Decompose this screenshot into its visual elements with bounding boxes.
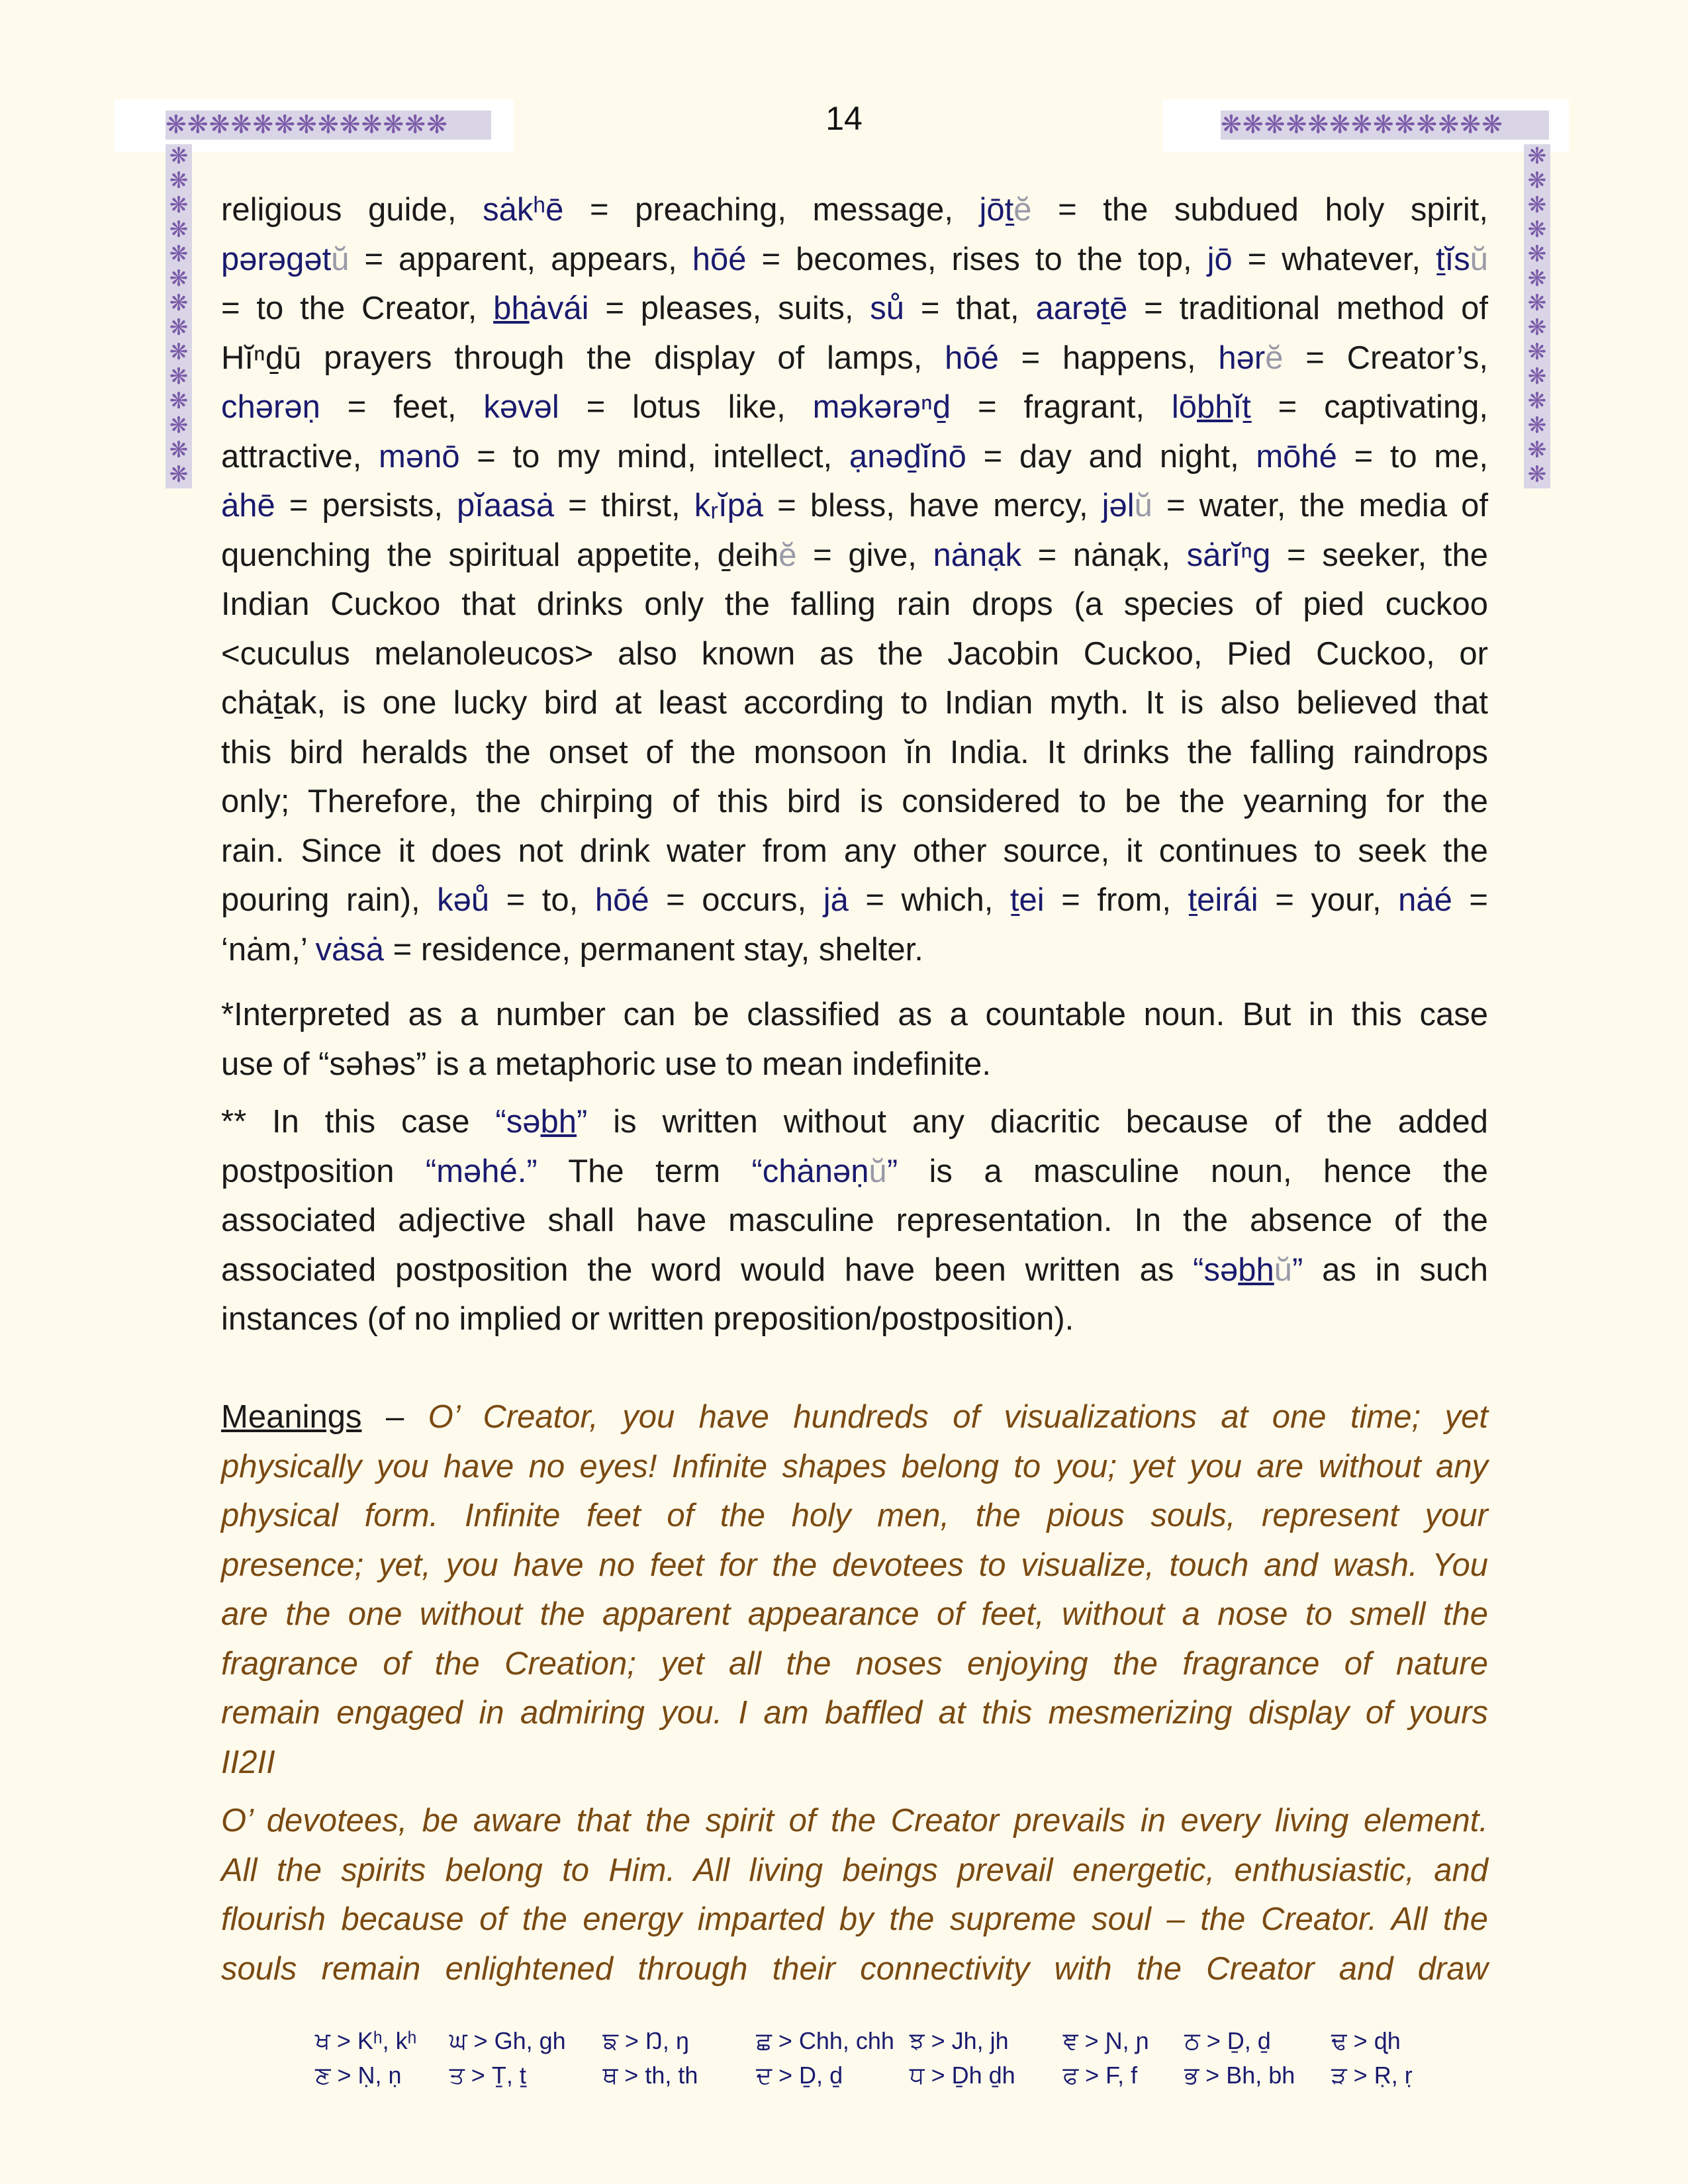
key-entry: ਛ > Chh, chh: [756, 2027, 894, 2054]
text-segment: postposition: [221, 1153, 426, 1189]
gurbani-term: kəů: [437, 882, 490, 918]
text-segment: The term: [537, 1153, 752, 1189]
text-line: [221, 728, 1488, 778]
text-segment: chȧṯak, is one lucky bird at least according to Indian myth. It is also believed that: [221, 685, 1488, 721]
meanings-line: remain engaged in admiring you. I am baffled at this mesmerizing display of yours: [221, 1695, 1488, 1731]
gurbani-term: ȧvái: [529, 291, 589, 326]
gurbani-term: ”: [886, 1153, 898, 1189]
text-line: [221, 1040, 1488, 1089]
meanings-line: flourish because of the energy imparted by the supreme soul – the Creator. All the: [221, 1901, 1488, 1937]
gurbani-term: sȧrĭⁿg: [1186, 537, 1271, 573]
star-ornament: ❋: [169, 193, 189, 218]
gurbani-term: “məhé.”: [425, 1153, 538, 1189]
star-ornament: ❋: [1527, 291, 1547, 316]
text-segment: ŭ: [1274, 1251, 1293, 1288]
text-line: [221, 1147, 1488, 1197]
star-ornament: ❋: [169, 242, 189, 267]
gurbani-term: bh: [1196, 389, 1233, 425]
text-segment: = persists,: [275, 488, 457, 523]
left-star-border: [165, 144, 192, 488]
gurbani-term: hər: [1218, 340, 1266, 376]
gurbani-term: ”: [1292, 1251, 1303, 1288]
transliteration-key: [315, 2024, 1427, 2093]
star-ornament: ❋: [169, 340, 189, 365]
star-ornament: ❋: [1527, 193, 1547, 218]
text-line: [221, 629, 1488, 679]
key-row-1: [315, 2024, 1427, 2058]
text-line: [221, 827, 1488, 876]
text-segment: ĕ: [778, 537, 797, 573]
gurbani-term: mənō: [379, 438, 460, 475]
text-segment: = becomes, rises to the top,: [746, 241, 1207, 277]
star-ornament: ❋: [1527, 388, 1547, 414]
gurbani-term: nȧnạk: [933, 537, 1021, 573]
gurbani-term: “chȧnəṇ: [751, 1153, 869, 1189]
right-star-border: [1524, 144, 1550, 488]
note-diacritic: [221, 1097, 1488, 1344]
note-countable-noun: [221, 990, 1488, 1089]
text-line: [221, 678, 1488, 728]
text-line: [221, 481, 1488, 531]
text-segment: is written without any diacritic because of the added: [587, 1104, 1489, 1140]
star-ornament: ❋: [169, 144, 189, 169]
text-segment: =: [1452, 882, 1488, 918]
text-line: [221, 531, 1488, 580]
gurbani-term: hōé: [945, 340, 999, 376]
text-segment: = captivating,: [1250, 389, 1488, 425]
text-segment: = from,: [1044, 882, 1188, 918]
key-entry: ਢ > ɖh: [1331, 2027, 1401, 2054]
key-entry: ਧ > Ḏh ḏh: [909, 2062, 1015, 2089]
gurbani-term: sů: [870, 291, 905, 326]
star-ornament: ❋: [169, 315, 189, 340]
gurbani-term: sȧkʰē: [483, 192, 564, 228]
meanings-line: presence; yet, you have no feet for the devotees to visualize, touch and wash. You: [221, 1547, 1488, 1583]
gurbani-term: jōṯ: [979, 192, 1014, 228]
text-line: [221, 876, 1488, 925]
star-ornament: ❋: [169, 388, 189, 414]
gurbani-term: hōé: [692, 241, 747, 277]
text-line: [221, 1097, 1488, 1147]
meanings-line: souls remain enlightened through their connectivity with the Creator and draw: [221, 1950, 1488, 1987]
text-segment: as in such: [1303, 1251, 1488, 1288]
meanings-line: physical form. Infinite feet of the holy men, the pious souls, represent your: [221, 1498, 1488, 1533]
glossary-block: [221, 185, 1488, 974]
text-segment: ŭ: [1470, 241, 1488, 277]
text-segment: this bird heralds the onset of the monsoon ĭn India. It drinks the falling raindrops: [221, 734, 1488, 770]
text-segment: religious guide,: [221, 192, 483, 228]
gurbani-term: chərəṇ: [221, 389, 320, 425]
gurbani-term: kᵣĭpȧ: [694, 488, 764, 523]
top-left-star-border: ❋❋❋❋❋❋❋❋❋❋❋❋❋: [165, 111, 491, 140]
star-ornament: ❋: [1527, 364, 1547, 389]
text-segment: ‘nȧm,’: [221, 931, 316, 968]
text-segment: = give,: [796, 537, 933, 573]
gurbani-term: lō: [1171, 389, 1197, 425]
star-ornament: ❋: [1527, 217, 1547, 242]
text-segment: = apparent, appears,: [349, 241, 692, 277]
meanings-line: II2II: [221, 1744, 275, 1780]
gurbani-term: pĭaasȧ: [457, 488, 555, 523]
star-ornament: ❋: [169, 462, 189, 487]
star-ornament: ❋: [1527, 340, 1547, 365]
text-segment: = that,: [904, 291, 1036, 326]
gurbani-term: ṯeirái: [1188, 882, 1258, 918]
gurbani-term: “sə: [495, 1104, 541, 1140]
text-line: [221, 185, 1488, 235]
key-entry: ਞ > Ɲ, ɲ: [1062, 2027, 1149, 2054]
key-entry: ਘ > Gh, gh: [449, 2027, 566, 2054]
text-segment: = preaching, message,: [563, 192, 980, 228]
text-segment: = happens,: [998, 340, 1219, 376]
text-segment: Indian Cuckoo that drinks only the falling rain drops (a species of pied cuckoo: [221, 586, 1488, 622]
meanings-line: are the one without the apparent appearance of feet, without a nose to smell the: [221, 1596, 1488, 1632]
text-segment: ŭ: [868, 1153, 887, 1189]
meanings-line: physically you have no eyes! Infinite shapes belong to you; yet you are without any: [221, 1448, 1488, 1484]
text-segment: = pleases, suits,: [588, 291, 870, 326]
text-segment: only; Therefore, the chirping of this bird is considered to be the yearning for the: [221, 784, 1488, 819]
key-entry: ੜ > Ṛ, ṛ: [1331, 2062, 1413, 2089]
text-line: [221, 580, 1488, 629]
gurbani-term: ”: [576, 1104, 588, 1140]
text-segment: = the subdued holy spirit,: [1031, 192, 1488, 228]
star-ornament: ❋: [1527, 144, 1547, 169]
meanings-line: O’ devotees, be aware that the spirit of the Creator prevails in every living element.: [221, 1803, 1488, 1839]
star-ornament: ❋: [169, 217, 189, 242]
text-segment: = residence, permanent stay, shelter.: [384, 931, 923, 968]
star-ornament: ❋: [169, 413, 189, 438]
star-ornament: ❋: [1527, 168, 1547, 193]
text-line: [221, 432, 1488, 482]
gurbani-term: bh: [493, 291, 530, 326]
meanings-first-line: [221, 1392, 1488, 1442]
gurbani-term: jȧ: [823, 882, 849, 918]
star-ornament: ❋: [1527, 413, 1547, 438]
gurbani-term: ṯĭs: [1435, 241, 1470, 277]
gurbani-term: ạnəḏĭnō: [849, 438, 966, 475]
star-ornament: ❋: [1527, 242, 1547, 267]
text-segment: = whatever,: [1232, 241, 1436, 277]
text-segment: instances (of no implied or written preposition/postposition).: [221, 1301, 1074, 1337]
text-segment: = bless, have mercy,: [763, 488, 1102, 523]
gurbani-term: vȧsȧ: [315, 931, 385, 968]
text-segment: <cuculus melanoleucos> also known as the Jacobin Cuckoo, Pied Cuckoo, or: [221, 635, 1488, 672]
text-line: [221, 383, 1488, 432]
star-ornament: ❋: [169, 437, 189, 463]
text-segment: = your,: [1258, 882, 1399, 918]
gurbani-term: jō: [1207, 241, 1233, 277]
text-segment: = seeker, the: [1270, 537, 1488, 573]
meanings-heading: Meanings: [221, 1399, 362, 1435]
text-segment: ŭ: [1134, 488, 1152, 523]
meanings-para1: [221, 1442, 1488, 1788]
text-segment: = to,: [489, 882, 595, 918]
gurbani-term: jəl: [1102, 488, 1135, 523]
text-line: [221, 925, 1488, 975]
text-segment: ŭ: [331, 241, 350, 277]
gurbani-term: mōhé: [1256, 438, 1337, 475]
text-line: [221, 334, 1488, 383]
text-line: [221, 1295, 1488, 1344]
gurbani-term: pərəgət: [221, 241, 332, 277]
gurbani-term: bh: [1238, 1251, 1274, 1288]
gurbani-term: aarəṯē: [1035, 291, 1128, 326]
text-segment: is a masculine noun, hence the: [898, 1153, 1488, 1189]
key-row-2: [315, 2058, 1427, 2093]
text-segment: use of “səhəs” is a metaphoric use to mean indefinite.: [221, 1046, 992, 1082]
key-entry: ਤ > Ṯ, ṯ: [449, 2062, 526, 2089]
text-segment: ĕ: [1013, 192, 1032, 228]
star-ornament: ❋: [169, 364, 189, 389]
text-line: [221, 1246, 1488, 1295]
text-segment: = feet,: [320, 389, 484, 425]
gurbani-term: “sə: [1193, 1251, 1239, 1288]
key-entry: ਦ > Ḏ, ḏ: [756, 2062, 843, 2089]
text-segment: = Creator’s,: [1283, 340, 1488, 376]
text-segment: ĕ: [1265, 340, 1284, 376]
star-ornament: ❋: [169, 168, 189, 193]
gurbani-term: bh: [540, 1104, 577, 1140]
text-segment: = to my mind, intellect,: [459, 438, 849, 475]
meanings-line: O’ Creator, you have hundreds of visualizations at one time; yet: [428, 1399, 1489, 1435]
star-ornament: ❋: [169, 291, 189, 316]
text-line: [221, 235, 1488, 285]
gurbani-term: məkərəⁿḏ: [812, 389, 951, 425]
text-line: [221, 777, 1488, 827]
key-entry: ਫ > F, f: [1062, 2062, 1138, 2089]
star-ornament: ❋: [1527, 437, 1547, 463]
text-segment: = traditional method of: [1127, 291, 1488, 326]
text-segment: = occurs,: [649, 882, 823, 918]
meanings-line: All the spirits belong to Him. All living beings prevail energetic, enthusiastic, and: [221, 1852, 1488, 1888]
text-segment: ** In this case: [221, 1104, 496, 1140]
gurbani-term: kəvəl: [483, 389, 559, 425]
gurbani-term: ȧhē: [221, 488, 275, 523]
text-segment: = to me,: [1336, 438, 1489, 475]
meanings-para2: [221, 1796, 1488, 1993]
meanings-dash: –: [361, 1399, 428, 1435]
meanings-section: [221, 1392, 1488, 1993]
gurbani-term: ṯei: [1009, 882, 1045, 918]
text-line: [221, 990, 1488, 1040]
star-ornament: ❋: [169, 266, 189, 291]
text-segment: quenching the spiritual appetite, ḏeih: [221, 537, 779, 573]
text-segment: attractive,: [221, 438, 379, 475]
top-right-star-border: ❋❋❋❋❋❋❋❋❋❋❋❋❋: [1221, 111, 1549, 140]
text-segment: = fragrant,: [951, 389, 1172, 425]
text-segment: rain. Since it does not drink water from any other source, it continues to seek the: [221, 833, 1488, 869]
text-line: [221, 284, 1488, 334]
text-segment: Hĭⁿḏū prayers through the display of lamps,: [221, 340, 945, 376]
text-segment: = which,: [848, 882, 1010, 918]
meanings-line: fragrance of the Creation; yet all the noses enjoying the fragrance of nature: [221, 1645, 1488, 1682]
text-line: [221, 1196, 1488, 1246]
text-segment: = water, the media of: [1152, 488, 1488, 523]
star-ornament: ❋: [1527, 266, 1547, 291]
text-segment: = day and night,: [966, 438, 1256, 475]
key-entry: ਙ > Ŋ, ŋ: [602, 2027, 689, 2054]
text-segment: associated adjective shall have masculine representation. In the absence of the: [221, 1203, 1488, 1238]
text-segment: = thirst,: [554, 488, 694, 523]
text-segment: *Interpreted as a number can be classified as a countable noun. But in this case: [221, 997, 1488, 1032]
key-entry: ਠ > Ḏ, ḏ: [1184, 2027, 1271, 2054]
page-number: 14: [825, 100, 863, 137]
text-segment: = lotus like,: [559, 389, 813, 425]
key-entry: ਣ > Ṇ, ṇ: [315, 2062, 402, 2089]
key-entry: ਭ > Bh, bh: [1184, 2062, 1295, 2089]
key-entry: ਝ > Jh, jh: [909, 2027, 1009, 2054]
text-segment: pouring rain),: [221, 882, 438, 918]
star-ornament: ❋: [1527, 462, 1547, 487]
gurbani-term: ĭṯ: [1233, 389, 1251, 425]
text-segment: = nȧnạk,: [1021, 537, 1187, 573]
gurbani-term: nȧé: [1398, 882, 1452, 918]
key-entry: ਖ > Kʰ, kʰ: [315, 2027, 417, 2054]
text-segment: = to the Creator,: [221, 291, 494, 326]
text-segment: associated postposition the word would have been written as: [221, 1251, 1194, 1288]
key-entry: ਥ > th, th: [602, 2062, 698, 2089]
star-ornament: ❋: [1527, 315, 1547, 340]
gurbani-term: hōé: [594, 882, 649, 918]
